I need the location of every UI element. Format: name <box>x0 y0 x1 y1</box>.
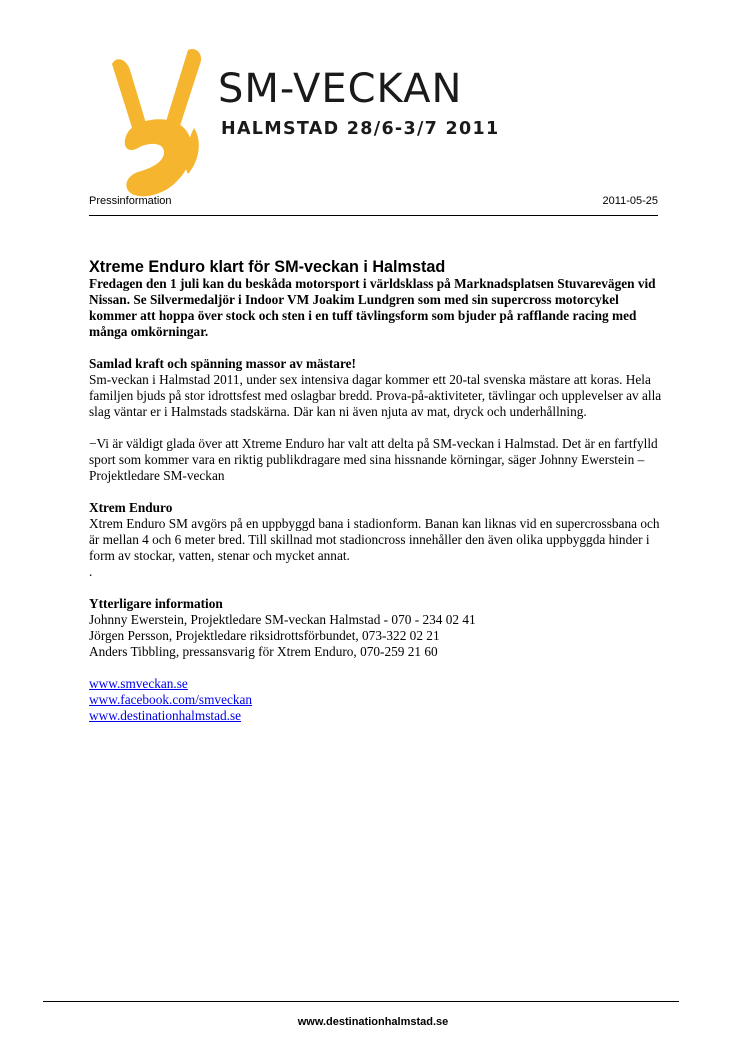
section-xtrem-enduro <box>89 500 669 580</box>
section1-title: Samlad kraft och spänning massor av mästare! <box>89 356 356 371</box>
article-title: Xtreme Enduro klart för SM-veckan i Halmstad <box>89 258 446 276</box>
section-quote <box>89 436 669 484</box>
section1-body: Sm-veckan i Halmstad 2011, under sex intensiva dagar kommer ett 20-tal svenska mästare att koras. Hela familjen bjuds på stor idrottsfest med oslagbar bredd. Prova-på-aktiviteter, tävlingar och upplevelser av alla slag väntar er i Halmstads stadskärna. Där kan ni även njuta av mat, dryck och underhållning. <box>89 372 662 419</box>
logo-title: SM-VECKAN <box>218 66 463 112</box>
link-facebook[interactable]: www.facebook.com/smveckan <box>89 692 253 707</box>
section-info <box>89 596 669 660</box>
section-samlad-kraft <box>89 356 669 420</box>
footer-url: www.destinationhalmstad.se <box>297 1016 449 1028</box>
section2-title: Xtrem Enduro <box>89 500 173 515</box>
hand-victory-icon <box>104 44 214 204</box>
links <box>89 676 669 724</box>
press-date: 2011-05-25 <box>602 195 658 207</box>
contact-line: Jörgen Persson, Projektledare riksidrottsförbundet, 073-322 02 21 <box>89 628 440 643</box>
article-lead: Fredagen den 1 juli kan du beskåda motorsport i världsklass på Marknadsplatsen Stuvarevägen vid Nissan. Se Silvermedaljör i Indoor VM Joakim Lundgren som med sin supercross motorcykel kommer att hoppa över stock och sten i en tuff tävlingsform som bjuder på rafflande racing med många omkörningar. <box>89 276 656 339</box>
sm-veckan-logo <box>104 44 504 204</box>
quote-text: −Vi är väldigt glada över att Xtreme Enduro har valt att delta på SM-veckan i Halmstad. Det är en fartfylld sport som kommer vara en riktig publikdragare med sina hissnande körningar, säger Johnny Ewerstein – Projektledare SM-veckan <box>89 436 658 483</box>
logo-subtitle: HALMSTAD 28/6-3/7 2011 <box>221 119 500 139</box>
section2-body: Xtrem Enduro SM avgörs på en uppbyggd bana i stadionform. Banan kan liknas vid en supercrossbana och är mellan 4 och 6 meter bred. Till skillnad mot stadioncross innehåller den även olika uppbyggda hinder i form av stockar, vatten, stenar och mycket annat. <box>89 516 660 563</box>
press-label: Pressinformation <box>89 195 172 207</box>
article <box>89 258 669 724</box>
contact-line: Anders Tibbling, pressansvarig för Xtrem Enduro, 070-259 21 60 <box>89 644 438 659</box>
link-destinationhalmstad[interactable]: www.destinationhalmstad.se <box>89 708 242 723</box>
info-title: Ytterligare information <box>89 596 223 611</box>
header-divider <box>89 215 658 216</box>
link-smveckan[interactable]: www.smveckan.se <box>89 676 188 691</box>
section2-dot: . <box>89 564 93 579</box>
footer-divider <box>43 1001 679 1002</box>
contact-line: Johnny Ewerstein, Projektledare SM-veckan Halmstad - 070 - 234 02 41 <box>89 612 476 627</box>
